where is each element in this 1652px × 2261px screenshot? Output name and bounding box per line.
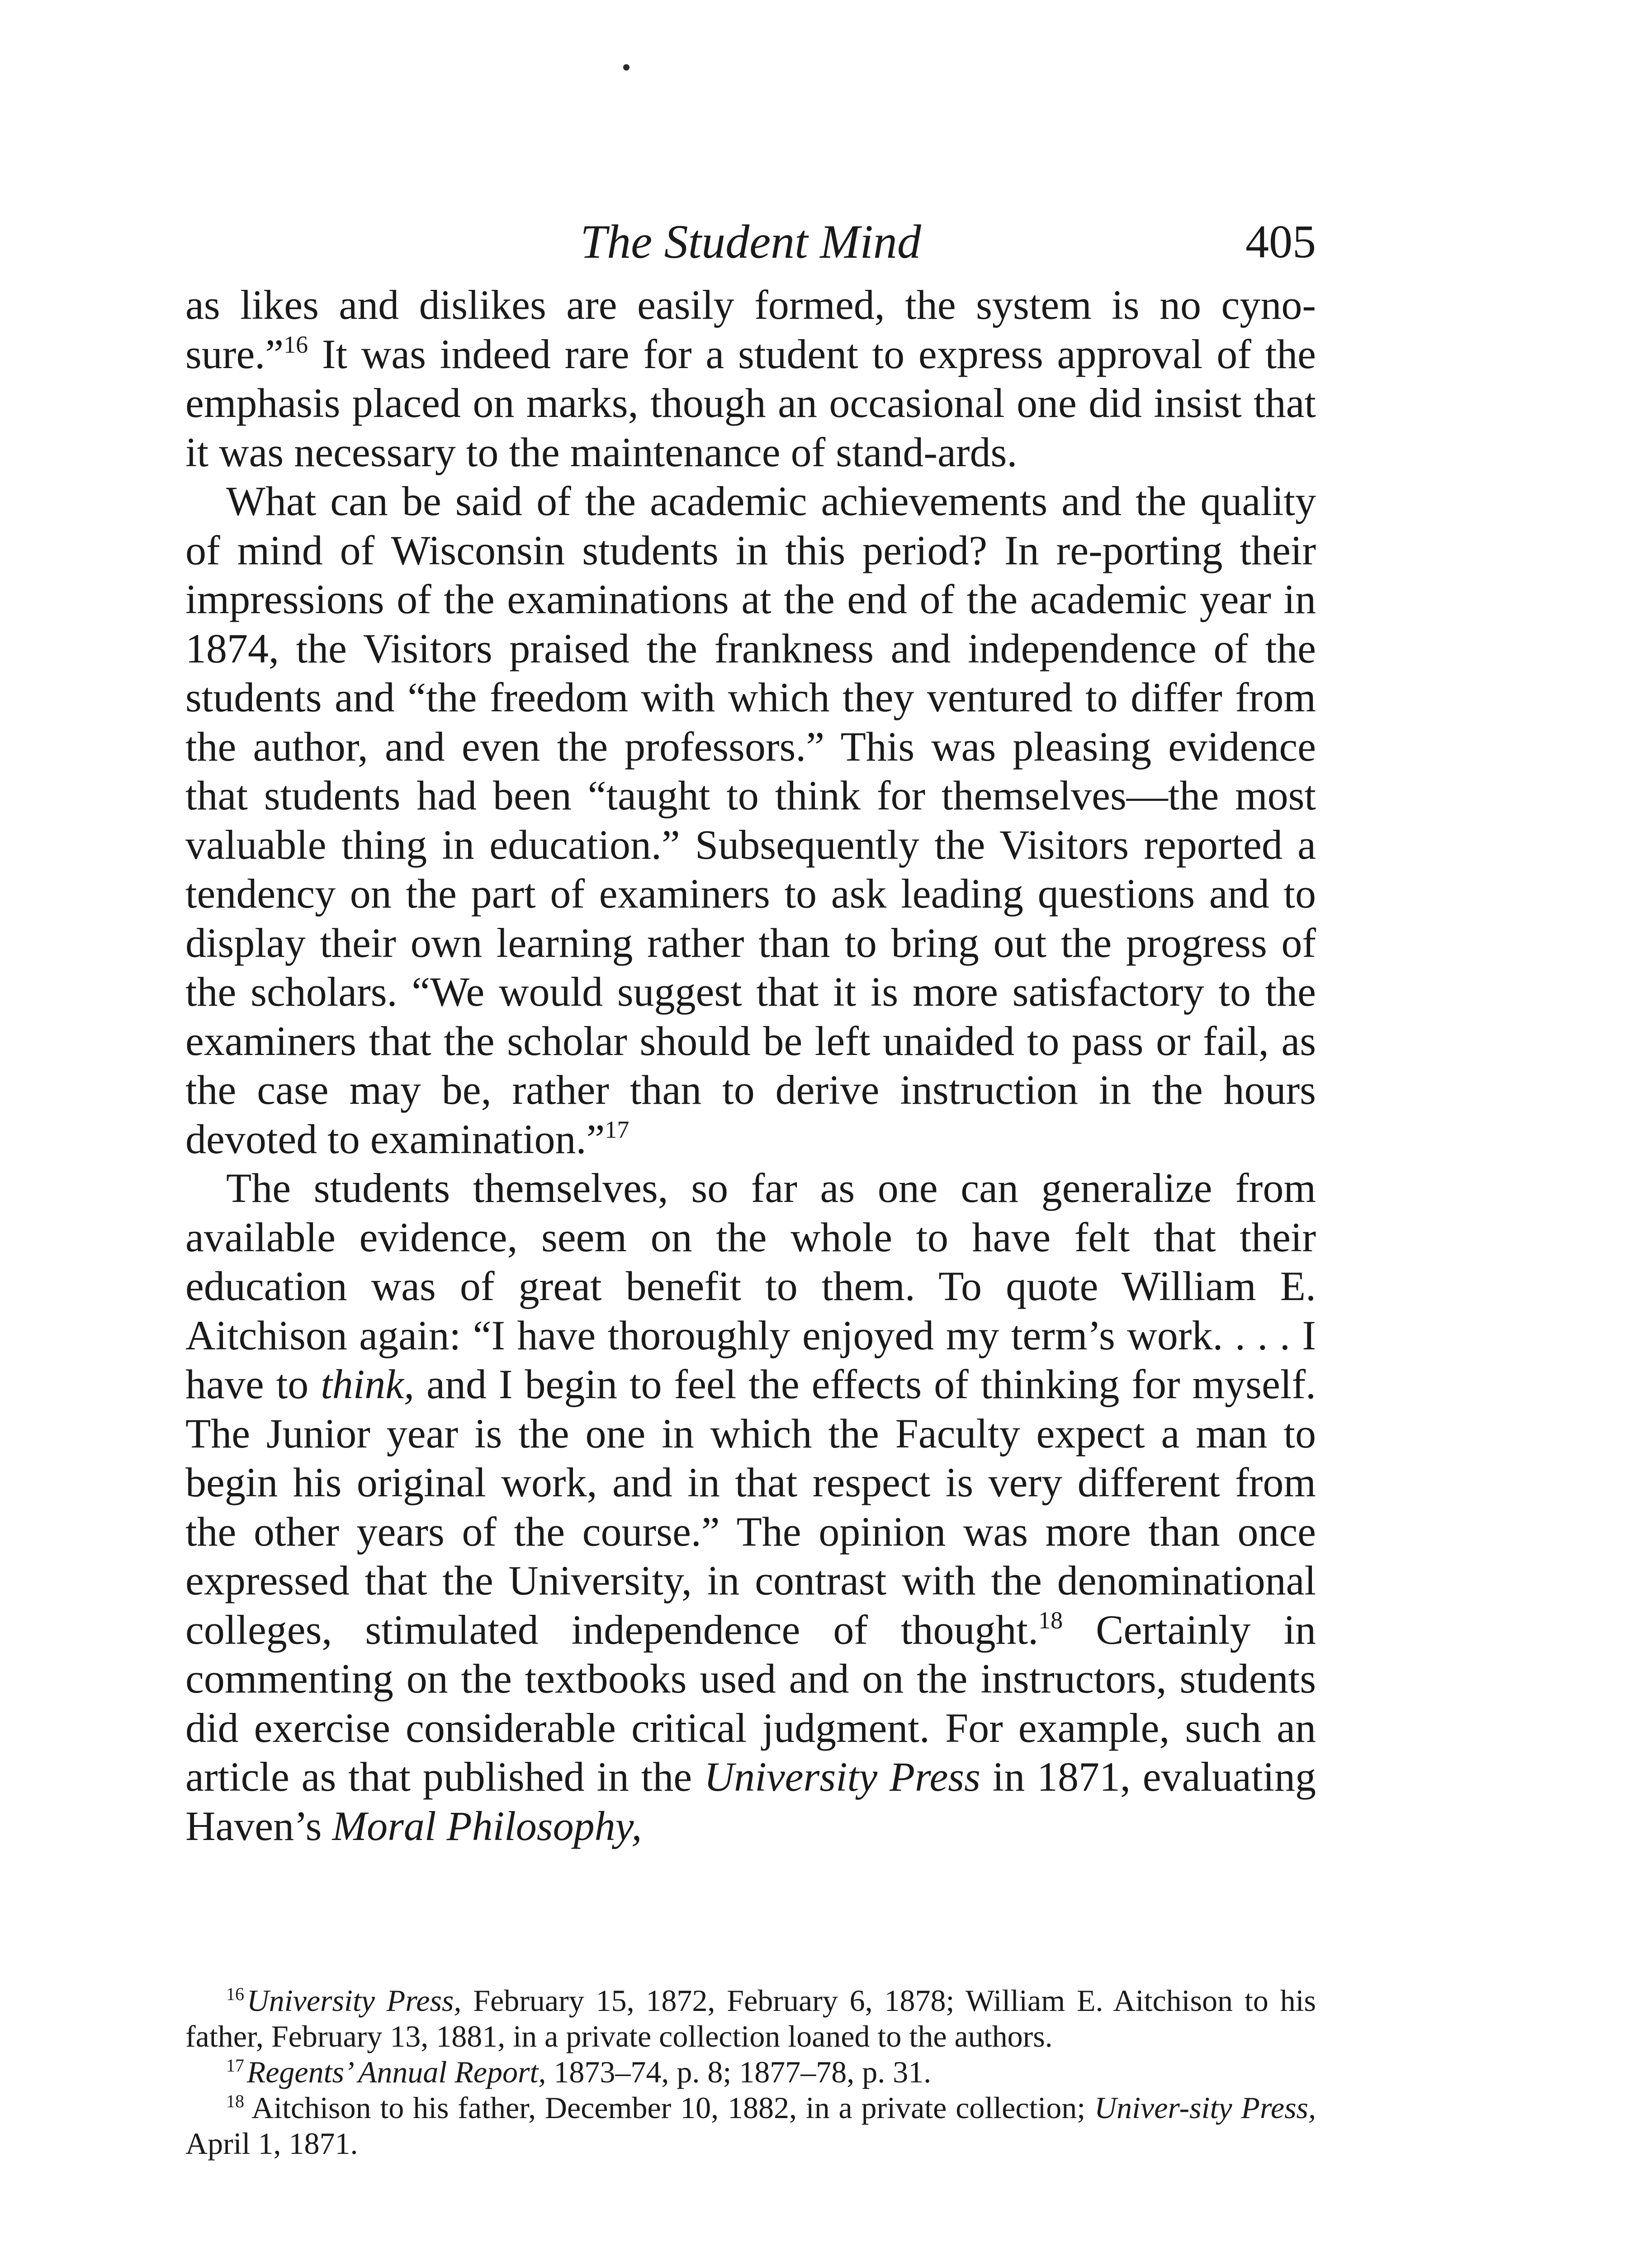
- paragraph-1-text-b: It was indeed rare for a student to express approval of the emphasis placed on marks, though an occasional one did insist that it was necessary to the maintenance of stand-ards.: [185, 331, 1316, 475]
- paragraph-1: [185, 280, 1316, 477]
- footnote-18-text-b: April 1, 1871.: [185, 2126, 358, 2161]
- footnote-17-text: 1873–74, p. 8; 1877–78, p. 31.: [546, 2055, 932, 2089]
- footnotes: [185, 1983, 1316, 2162]
- footnote-17-number: 17: [226, 2055, 244, 2076]
- footnote-16-italic: University Press,: [246, 1983, 462, 2018]
- header-dot: [623, 64, 630, 71]
- footnote-17-italic: Regents’ Annual Report,: [246, 2055, 546, 2089]
- footnote-18: [185, 2090, 1316, 2162]
- footnote-ref-16: 16: [284, 331, 308, 358]
- running-head: [185, 213, 1316, 276]
- footnote-16-text: February 15, 1872, February 6, 1878; William E. Aitchison to his father, February 13, 1881, in a private collection loaned to the authors.: [185, 1983, 1316, 2053]
- paragraph-3-italic-think: think,: [321, 1361, 415, 1407]
- paragraph-3: [185, 1164, 1316, 1850]
- paragraph-3-text-c: Certainly in commenting on the textbooks used and on the instructors, students did exercise considerable critical judgment. For example, such an article as that published in the: [185, 1606, 1316, 1800]
- paragraph-3-text-a: The students themselves, so far as one can generalize from available evidence, seem on the whole to have felt that their education was of great benefit to them. To quote William E. Aitchison again: “I have thoroughly enjoyed my term’s work. . . . I have to: [185, 1165, 1316, 1407]
- footnote-18-text: Aitchison to his father, December 10, 1882, in a private collection;: [244, 2091, 1095, 2125]
- running-title: The Student Mind: [580, 215, 921, 268]
- paragraph-3-italic-university-press: University Press: [704, 1754, 980, 1800]
- paragraph-2-text: What can be said of the academic achievements and the quality of mind of Wisconsin students in this period? In re-porting their impressions of the examinations at the end of the academic year in 1874, the Visitors praised the frankness and independence of the students and “the freedom with which they ventured to differ from the author, and even the professors.” This was pleasing evidence that students had been “taught to think for themselves—the most valuable thing in education.” Subsequently the Visitors reported a tendency on the part of examiners to ask leading questions and to display their own learning rather than to bring out the progress of the scholars. “We would suggest that it is more satisfactory to the examiners that the scholar should be left unaided to pass or fail, as the case may be, rather than to derive instruction in the hours devoted to examination.”: [185, 478, 1316, 1162]
- paragraph-1-text-a: as likes and dislikes are easily formed, the system is no cyno-sure.”: [185, 282, 1316, 377]
- paragraph-3-text-d: in 1871, evaluating Haven’s: [185, 1754, 1316, 1849]
- body-text: [185, 280, 1316, 1850]
- paragraph-3-text-b: and I begin to feel the effects of thinking for myself. The Junior year is the one in which the Faculty expect a man to begin his original work, and in that respect is very different from the other years of the course.” The opinion was more than once expressed that the University, in contrast with the denominational colleges, stimulated independence of thought.: [185, 1361, 1316, 1653]
- paragraph-3-italic-moral-philosophy: Moral Philosophy,: [332, 1802, 642, 1849]
- footnote-18-italic: Univer-sity Press,: [1094, 2091, 1316, 2125]
- footnote-ref-17: 17: [605, 1116, 630, 1143]
- page-number: 405: [1245, 216, 1316, 268]
- footnote-16: [185, 1983, 1316, 2054]
- footnote-ref-18: 18: [1038, 1606, 1063, 1634]
- footnote-16-number: 16: [226, 1984, 244, 2004]
- footnote-18-number: 18: [226, 2091, 244, 2111]
- footnote-17: [185, 2054, 1316, 2090]
- paragraph-2: [185, 477, 1316, 1164]
